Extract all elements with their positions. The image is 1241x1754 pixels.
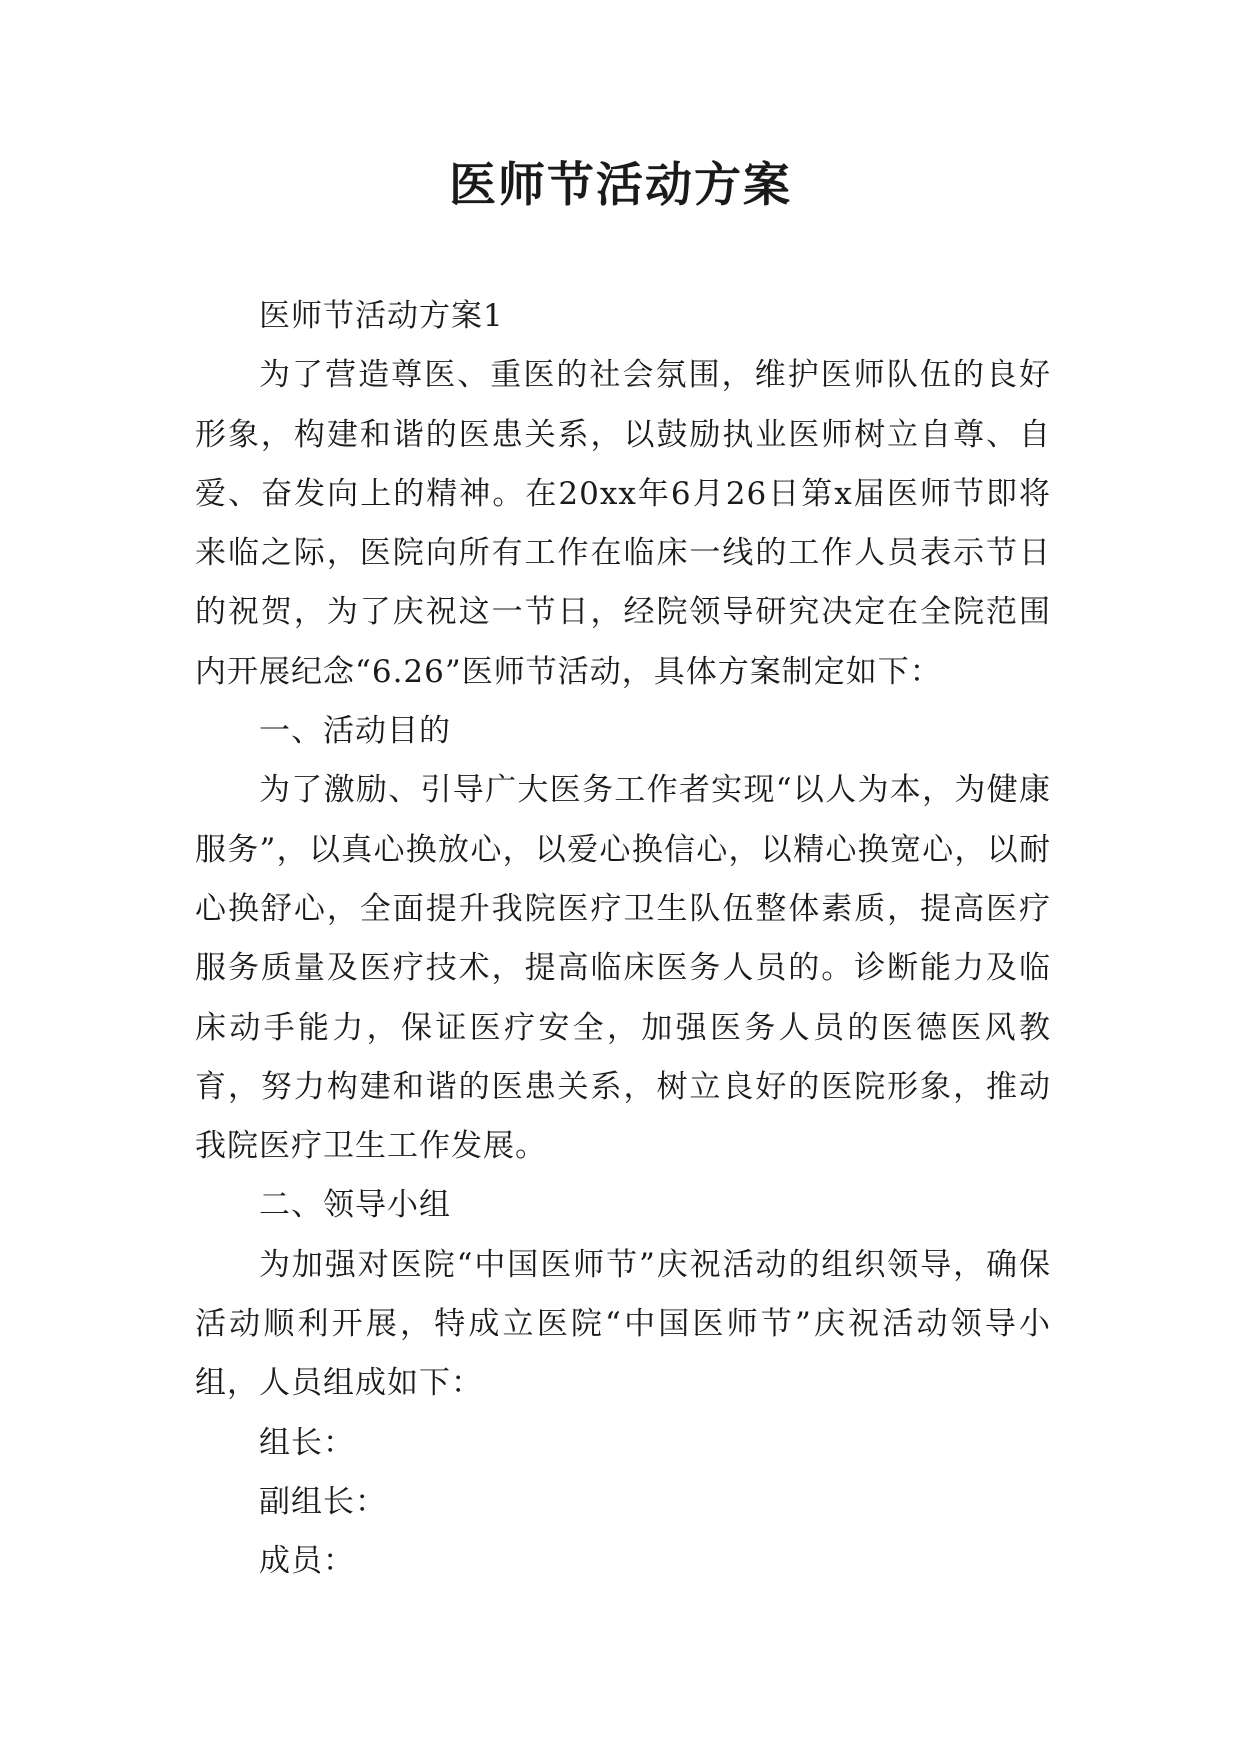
members-line: 成员： [259,1543,355,1580]
purpose-paragraph: 为了激励、引导广大医务工作者实现“以人为本，为健康服务”，以真心换放心，以爱心换信心，以精心换宽心，以耐心换舒心，全面提升我院医疗卫生队伍整体素质，提高医疗服务质量及医疗技术，提高临床医务人员的。诊断能力及临床动手能力，保证医疗安全，加强医务人员的医德医风教育，努力构建和谐的医患关系，树立良好的医院形象，推动我院医疗卫生工作发展。 [195,772,1051,1165]
document-title: 医师节活动方案 [449,158,792,213]
leadership-paragraph: 为加强对医院“中国医师节”庆祝活动的组织领导，确保活动顺利开展，特成立医院“中国医师节”庆祝活动领导小组，人员组成如下： [195,1246,1051,1402]
document-body [195,287,1051,1592]
section-heading-leadership: 二、领导小组 [259,1187,451,1224]
deputy-leader-line: 副组长： [259,1483,387,1520]
group-leader-line: 组长： [259,1424,355,1461]
section-heading-purpose: 一、活动目的 [259,713,451,750]
intro-paragraph: 为了营造尊医、重医的社会氛围，维护医师队伍的良好形象，构建和谐的医患关系，以鼓励执业医师树立自尊、自爱、奋发向上的精神。在20xx年6月26日第x届医师节即将来临之际，医院向所有工作在临床一线的工作人员表示节日的祝贺，为了庆祝这一节日，经院领导研究决定在全院范围内开展纪念“6.26”医师节活动，具体方案制定如下： [195,357,1051,690]
section-heading-plan-1: 医师节活动方案1 [259,298,504,334]
